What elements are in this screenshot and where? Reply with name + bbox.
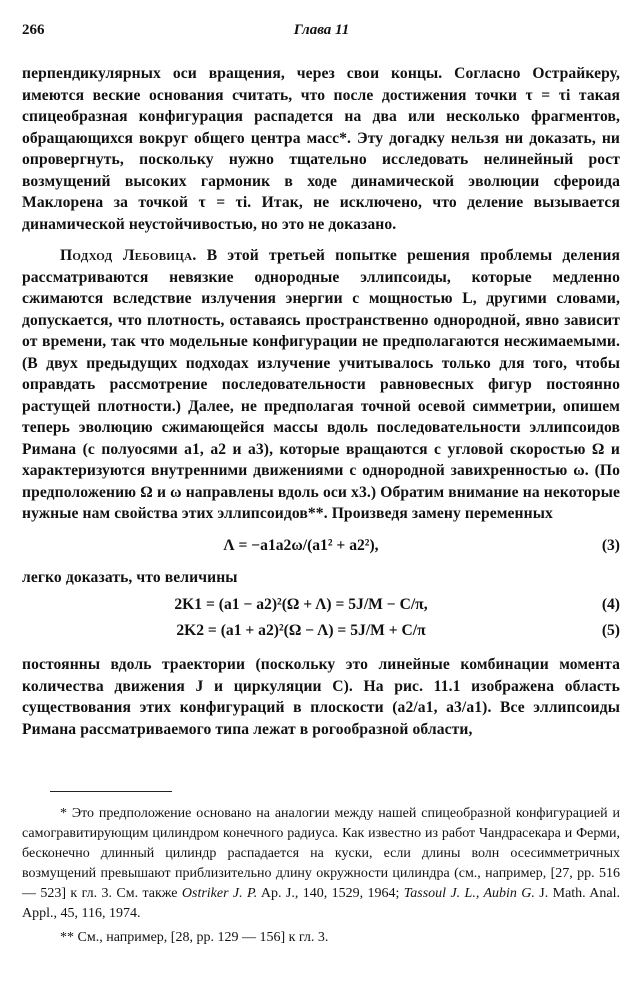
- equation-5-formula: 2K2 = (a1 + a2)²(Ω − Λ) = 5J/M + C/π: [176, 622, 426, 639]
- footnote-1-ref-1: Ap. J., 140, 1529, 1964;: [257, 886, 404, 901]
- page-header: [22, 22, 621, 44]
- footnotes: [22, 804, 620, 948]
- paragraph-3: легко доказать, что величины: [22, 568, 238, 586]
- main-text: [22, 63, 620, 740]
- paragraph-4: постоянны вдоль траектории (поскольку это линейные комбинации момента количества движения J и циркуляции C). На рис. 11.1 изображена область существования этих конфигураций в плоскости (a2/a1, a3/a1). Все эллипсоиды Римана рассматриваемого типа лежат в рогообразной области,: [22, 656, 620, 738]
- running-head: Глава 11: [293, 22, 350, 38]
- footnote-1-author-1: Ostriker J. P.: [181, 886, 258, 901]
- equation-5: [22, 620, 620, 644]
- equation-3-number: (3): [601, 536, 620, 554]
- paragraph-2: [22, 245, 620, 525]
- footnote-divider: [50, 791, 172, 792]
- page-number: 266: [22, 22, 45, 38]
- footnote-2: ** См., например, [28, pp. 129 — 156] к гл. 3.: [60, 930, 329, 945]
- footnote-1: [22, 804, 620, 924]
- equation-3-formula: Λ = −a1a2ω/(a1² + a2²),: [223, 536, 379, 554]
- equation-4-number: (4): [601, 596, 620, 613]
- equation-4: [22, 594, 620, 618]
- equation-3: [22, 535, 620, 559]
- equation-5-number: (5): [601, 622, 620, 639]
- paragraph-2-text: В этой третьей попытке решения проблемы деления рассматриваются невязкие однородные эллипсоиды, которые медленно сжимаются вследствие излучения энергии с мощностью L, другими словами, допускается, что плотность, оставаясь пространственно однородной, явно зависит от времени, так что модельные конфигурации не предполагаются несжимаемыми. (В двух предыдущих подходах излучение учитывалось только для того, чтобы оправдать рассмотрение последовательности равновесных фигур постоянно растущей плотности.) Далее, не предполагая точной осевой симметрии, опишем теперь эволюцию сжимающейся массы вдоль последовательности эллипсоидов Римана (с полуосями a1, a2 и a3), которые вращаются с угловой скоростью Ω и характеризуются внутренними движениями с однородной завихренностью ω. (По предположению Ω и ω направлены вдоль оси x3.) Обратим внимание на некоторые нужные нам свойства этих эллипсоидов**. Произведя замену переменных: [22, 247, 620, 522]
- paragraph-1: перпендикулярных оси вращения, через свои концы. Согласно Острайкеру, имеются веские основания считать, что после достижения точки τ = τi такая спицеобразная конфигурация распадется на два или несколько фрагментов, обращающихся вокруг общего центра масс*. Эту догадку нельзя ни доказать, ни опровергнуть, поскольку нужно тщательно исследовать нелинейный рост возмущений высоких гармоник в ходе динамической эволюции сфероида Маклорена за точкой τ = τi. Итак, не исключено, что деление вызывается динамической неустойчивостью, но это не доказано.: [22, 65, 620, 233]
- equation-4-formula: 2K1 = (a1 − a2)²(Ω + Λ) = 5J/M − C/π,: [174, 596, 428, 613]
- section-lead-in: Подход Лебовица.: [60, 247, 197, 264]
- footnote-1-ref-2: J. Math. Anal. Appl., 45, 116, 1974.: [22, 886, 621, 921]
- footnote-1-author-2: Tassoul J. L., Aubin G.: [403, 886, 535, 901]
- footnote-1-text: * Это предположение основано на аналогии между нашей спицеобразной конфигурацией и самогравитирующим цилиндром конечного радиуса. Как известно из работ Чандрасекара и Ферми, бесконечно длинный цилиндр распадается на куски, если длины волн осесимметричных возмущений превышают приблизительно длину окружности цилиндра (см., например, [27, pp. 516 — 523] к гл. 3. См. также: [22, 806, 620, 901]
